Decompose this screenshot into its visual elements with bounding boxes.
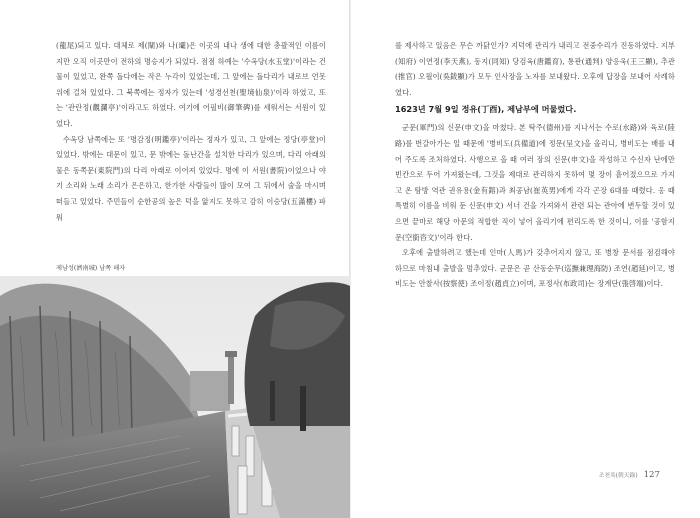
canal-photo-image — [0, 276, 350, 518]
left-paragraph-1: (龍尾)되고 있다. 대체로 제(閘)와 나(壩)은 이곳의 내나 생에 대한 총괄적인 이름이지만 오직 이곳만이 전하의 명승지가 되었다. 점점 하예는 '수옥당(水玉堂)'이라는 건물이 있었고, 완쪽 돌다에는 작은 누각이 있었는데, 그 앞에는 돌다리가 내로브 언못 위에 걸쳐 있었다. 그 북쪽에는 정자가 있는데 '성경선천(聖境仙泉)'이라 하였고, 또는 '관란정(觀瀾亭)'이라고도 하였다. 여기에 어필비(御筆碑)를 세워서는 서원이 있었다. — [56, 41, 326, 128]
page-folio — [599, 470, 660, 480]
left-paragraph-2: 수옥당 남쪽에는 또 '명감정(明鑑亭)'이라는 정자가 있고, 그 앞에는 정당(亭堂)이 있었다. 밖에는 대문이 있고, 문 밖에는 돌난간을 설치한 다리가 있으며, 다리 아래의 물은 동쪽문(東院門)의 다리 아래로 이어져 있었다. 명에 이 서원(書院)이었으나 야기 소리와 노래 소리가 은은하고, 한가한 사람들이 많이 모여 그 뒤에서 술을 마시며 떠들고 있었다. 주민들이 순한공의 높은 덕을 앎지도 못하고 감히 이승당(五滿樓) 파워 — [56, 134, 326, 222]
diary-date-heading: 1623년 7월 9일 정유(丁酉), 제남부에 머물렀다. — [395, 104, 577, 115]
canal-photo — [0, 276, 350, 518]
right-page — [395, 38, 675, 292]
left-page — [56, 38, 326, 225]
right-paragraph-3: 오후에 출발하려고 했는데 인마(人馬)가 갖추어지지 않고, 또 병창 문서를 점검해야 하므로 마침내 출발을 멈추었다. 군문은 곧 산동순무(巡撫兼理海防) 조연(趙延)이고, 병비도는 안찰사(按察使) 조이정(趙貞立)이며, 포정사(布政司)는 장계단(張啓端)이다. — [395, 248, 675, 289]
right-paragraph-2: 군문(軍門)의 신문(申文)을 마쳤다. 본 탁주(德州)를 지나서는 수로(水路)와 육로(陸路)를 번갈아가는 일 때문에 '병비도(兵備道)에 정문(呈文)을 올리니, 병비도는 배를 내어 주도록 조처하였다. 사행으로 올 때 여러 장의 신문(申文)을 작성하고 수신자 난에만 빈칸으로 두어 가져왔는데, 그것을 제대로 관리하지 못하여 몇 장이 흩어졌으므로 가지고 온 탐방 역관 권유용(金有鎔)과 최공남(崔英男)에게 각각 곤장 6대를 때렸다. 옹 때 특별히 이름을 비워 둔 신문(申文) 서너 건을 가져와서 관련 되는 관아에 변두할 것이 있으면 끝마로 해당 아문의 적합한 직이 넣어 올리기에 편리도록 한 것이니, 이를 '공함지문(空銜咨文)'이라 한다. — [395, 123, 675, 242]
photo-caption: 제남성(濟南城) 남쪽 해자 — [56, 265, 126, 272]
right-paragraph-1: 를 제사하고 있음은 무슨 까닭인가? 지덕에 관리가 내리고 전중수리가 진동하였다. 지부(知府) 이연정(李天燕), 동지(同知) 당검육(唐鑑育), 통판(通判) 양응욱(王三顯), 추관(推官) 오월이(吳鈸顯)가 모두 인사장을 노자를 보내왔다. 오후에 답장을 보내어 사례하였다. — [395, 41, 675, 97]
page-number: 127 — [643, 470, 660, 480]
running-footer: 조천록(朝天錄) — [598, 473, 638, 479]
